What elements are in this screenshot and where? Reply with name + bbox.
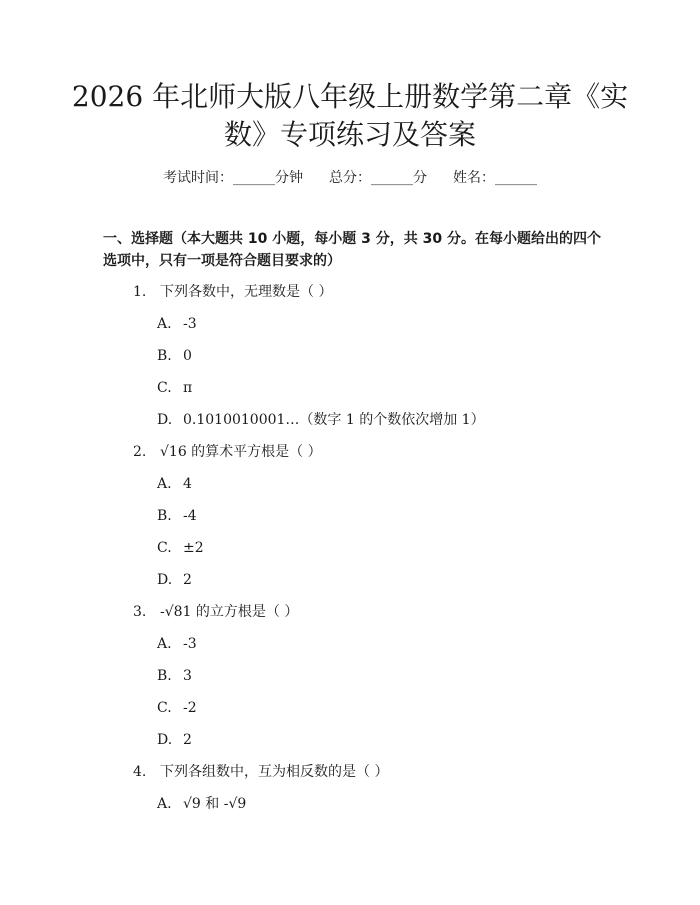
- option-letter: B.: [157, 508, 172, 524]
- option-text: -2: [183, 700, 197, 716]
- question-2: [133, 442, 322, 462]
- option-2c: [157, 538, 204, 558]
- exam-meta: [0, 168, 700, 188]
- student-name-label: 姓名：______: [453, 170, 537, 186]
- option-text: 0.1010010001…（数字 1 的个数依次增加 1）: [183, 412, 485, 428]
- exam-time-label: 考试时间：______分钟: [163, 170, 303, 186]
- question-1: [133, 282, 332, 302]
- question-3: [133, 602, 298, 622]
- option-letter: C.: [157, 540, 172, 556]
- total-score-label: 总分：______分: [329, 170, 427, 186]
- question-number: 1.: [133, 284, 147, 300]
- option-text: 4: [183, 476, 192, 492]
- option-text: π: [183, 380, 193, 396]
- option-letter: D.: [157, 572, 173, 588]
- option-2b: [157, 506, 197, 526]
- option-text: 2: [183, 572, 192, 588]
- option-letter: A.: [157, 476, 172, 492]
- option-1a: [157, 314, 197, 334]
- option-text: -3: [183, 636, 197, 652]
- option-letter: A.: [157, 316, 172, 332]
- question-number: 4.: [133, 764, 147, 780]
- option-text: ±2: [183, 540, 204, 556]
- option-text: -4: [183, 508, 197, 524]
- option-1c: [157, 378, 192, 398]
- option-3c: [157, 698, 197, 718]
- question-text: -√81 的立方根是（ ）: [160, 604, 299, 620]
- option-3a: [157, 634, 197, 654]
- question-text: 下列各组数中，互为相反数的是（ ）: [160, 764, 389, 780]
- question-text: √16 的算术平方根是（ ）: [160, 444, 322, 460]
- option-text: 2: [183, 732, 192, 748]
- option-2d: [157, 570, 192, 590]
- option-text: 3: [183, 668, 192, 684]
- section-heading: 一、选择题（本大题共 10 小题，每小题 3 分，共 30 分。在每小题给出的四个选项中，只有一项是符合题目要求的）: [103, 231, 601, 269]
- option-letter: C.: [157, 700, 172, 716]
- option-text: -3: [183, 316, 197, 332]
- option-1d: [157, 410, 485, 430]
- title-line-1: 2026 年北师大版八年级上册数学第二章《实: [71, 80, 629, 113]
- option-letter: D.: [157, 412, 173, 428]
- option-text: √9 和 -√9: [183, 796, 247, 812]
- option-letter: B.: [157, 668, 172, 684]
- option-1b: [157, 346, 192, 366]
- question-number: 3.: [133, 604, 147, 620]
- question-text: 下列各数中，无理数是（ ）: [160, 284, 333, 300]
- page-title: [60, 78, 640, 154]
- option-letter: D.: [157, 732, 173, 748]
- option-4a: [157, 794, 246, 814]
- option-2a: [157, 474, 192, 494]
- option-letter: C.: [157, 380, 172, 396]
- option-letter: B.: [157, 348, 172, 364]
- question-4: [133, 762, 388, 782]
- option-3d: [157, 730, 192, 750]
- title-line-2: 数》专项练习及答案: [223, 118, 476, 151]
- option-text: 0: [183, 348, 192, 364]
- option-3b: [157, 666, 192, 686]
- option-letter: A.: [157, 796, 172, 812]
- question-number: 2.: [133, 444, 147, 460]
- option-letter: A.: [157, 636, 172, 652]
